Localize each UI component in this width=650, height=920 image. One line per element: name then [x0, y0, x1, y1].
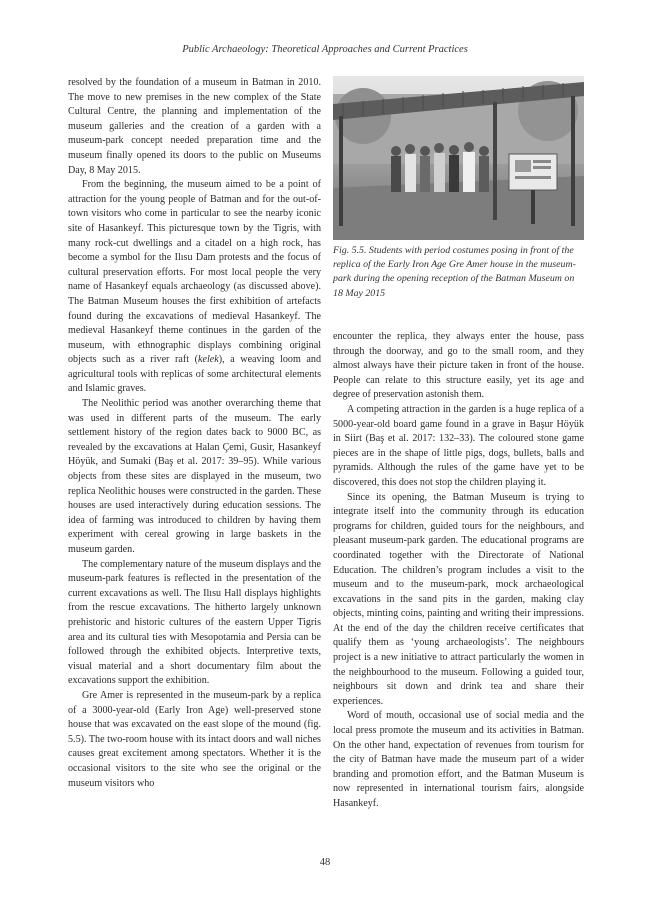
text-run: ), a weaving loom and agricultural tools with replicas of some architectural elements and Islamic graves. — [68, 354, 321, 395]
paragraph: resolved by the foundation of a museum in Batman in 2010. The move to new premises in the new complex of the State Cultural Centre, the planning and implementation of the museum galleries and the creation of a garden with a museum-park concept needed preparation time and the museum finally opened its doors to the public on Museums Day, 8 May 2015. — [68, 77, 321, 176]
paragraph: Since its opening, the Batman Museum is trying to integrate itself into the community through its education programs for children, guided tours for the neighbours, and pleasant museum-park garden. The educational programs are coordinated together with the Directorate of National Education. The children’s program includes a visit to the museum and to the museum-park, mock archaeological excavations in the sand pits in the garden, making clay objects, minting coins, painting and writing their impressions. At the end of the day the children receive certificates that qualify them as ‘young archaeologists’. The neighbours project is a new initiative to attract particularly the women in the neighbourhood to the museum. Following a guided tour, neighbours sit down and drink tea and share their experiences. — [333, 491, 584, 707]
running-title: Public Archaeology: Theoretical Approaches and Current Practices — [182, 44, 468, 55]
left-column — [68, 76, 321, 791]
wooden-post — [493, 102, 497, 220]
page-number: 48 — [319, 857, 331, 868]
paragraph — [68, 178, 321, 397]
paragraph: The Neolithic period was another overarching theme that was used in different parts of the museum. The early settlement history of the region dates back to 9000 BC, as revealed by the excavations at Halan Çemi, Gusir, Hasankeyf Höyük, and Sumaki (Baş et al. 2017: 39–95). While various objects from these sites are displayed in the museum, two replica Neolithic houses were constructed in the garden. These houses are used interactively during education sessions. The idea of farming was introduced to children by having them experiment with cereal growing in large baskets in the museum garden. — [68, 398, 321, 555]
paragraph: The complementary nature of the museum displays and the museum-park features is reflected in the presentation of the current excavations as well. The Ilısu Hall displays highlights from the rescue excavations. The hitherto largely unknown prehistoric and historic cultures of the eastern Upper Tigris area and its cultural ties with Mesopotamia and Persia can be followed through the exhibited objects. Interpretive texts, visual material and a short documentary film about the excavations support the exhibition. — [68, 558, 321, 687]
paragraph: A competing attraction in the garden is a huge replica of a 5000-year-old board game found in a grave in Başur Höyük in Siirt (Baş et al. 2017: 132–33). The coloured stone game pieces are in the shape of little pigs, dogs, bullets, balls and pyramids. Although the rules of the game have yet to be discovered, this does not stop the children playing it. — [333, 403, 584, 488]
paragraph: encounter the replica, they always enter the house, pass through the doorway, and go to the small room, and they almost always have their picture taken in front of the house. People can relate to this structure easily, yet its age and degree of preservation astonish them. — [333, 331, 584, 401]
photo-illustration — [333, 76, 584, 240]
italic-term: kelek — [197, 354, 219, 366]
text-run: From the beginning, the museum aimed to be a point of attraction for the young people of Batman and for the out-of-town visitors who come in particular to see the nearby iconic site of Hasankeyf. This picturesque town by the Tigris, with many rock-cut dwellings and a citadel on a high rock, has become a symbol for the Ilısu Dam protests and the focus of cultural preservation efforts. For most local people the very name of Hasankeyf equals archaeology (as discussed above). The Batman Museum houses the first exhibition of artefacts found during the excavations of medieval Hasankeyf. The medieval Hasankeyf theme continues in the garden of the museum, with ethnographic displays combining original objects such as a river raft ( — [68, 179, 321, 366]
paragraph: Gre Amer is represented in the museum-park by a replica of a 3000-year-old (Early Iron Age) well-preserved stone house that was excavated on the east slope of the mound (fig. 5.5). The two-room house with its intact doors and wall niches causes great excitement among spectators. Whether it is the occasional visitors to the site who see the original or the museum visitors who — [68, 689, 321, 789]
wooden-post — [339, 116, 343, 226]
paragraph: Word of mouth, occasional use of social media and the local press promote the museum and its activities in Batman. On the other hand, expectation of revenues from tourism for the city of Batman have made the museum part of a wider branding and promotion effort, and the Batman Museum is now represented in international tourism fairs, alongside Hasankeyf. — [333, 710, 584, 809]
right-column — [333, 330, 584, 812]
figure-caption: Fig. 5.5. Students with period costumes posing in front of the replica of the Early Iron Age Gre Amer house in the museum-park during the opening reception of the Batman Museum on 18 May 2015 — [333, 245, 576, 299]
wooden-post — [571, 96, 575, 226]
figure-photo — [333, 76, 584, 240]
